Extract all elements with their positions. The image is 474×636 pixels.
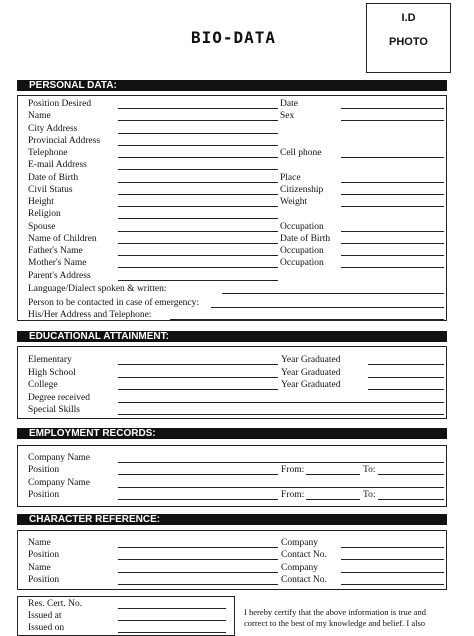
personal-label: Name — [28, 111, 51, 122]
personal-right-label: Sex — [280, 111, 295, 122]
input-line[interactable] — [118, 462, 444, 463]
personal-his_her-label: His/Her Address and Telephone: — [28, 310, 152, 320]
education-label: Elementary — [28, 355, 72, 365]
personal-language-label: Language/Dialect spoken & written: — [28, 284, 167, 294]
reference-right-label: Company — [281, 538, 318, 548]
personal-right-label: Occupation — [280, 258, 324, 269]
to-label: To: — [363, 465, 376, 476]
input-line[interactable] — [368, 377, 444, 378]
year-graduated-label: Year Graduated — [281, 355, 341, 365]
input-line[interactable] — [341, 194, 444, 195]
employment-label: Position — [28, 465, 60, 476]
input-line[interactable] — [341, 243, 444, 244]
personal-right-label: Date — [280, 99, 298, 109]
input-line[interactable] — [118, 108, 278, 109]
input-line[interactable] — [118, 280, 278, 281]
reference-right-label: Contact No. — [281, 574, 327, 585]
input-line[interactable] — [118, 377, 278, 378]
personal-right-label: Weight — [280, 197, 308, 207]
cert-label: Res. Cert. No. — [28, 599, 83, 609]
input-line[interactable] — [118, 243, 278, 244]
input-line[interactable] — [341, 547, 444, 548]
reference-right-label: Contact No. — [281, 550, 327, 561]
personal-label: Parent's Address — [28, 270, 91, 281]
input-line[interactable] — [378, 474, 444, 475]
input-line[interactable] — [118, 364, 278, 365]
input-line[interactable] — [341, 120, 444, 121]
input-line[interactable] — [341, 559, 444, 560]
input-line[interactable] — [341, 267, 444, 268]
id-photo-box[interactable] — [366, 3, 451, 73]
from-label: From: — [281, 489, 305, 500]
input-line[interactable] — [118, 182, 278, 183]
photo-label-line2: PHOTO — [389, 36, 428, 48]
input-line[interactable] — [341, 255, 444, 256]
personal-label: Height — [28, 197, 54, 207]
personal-label: E-mail Address — [28, 160, 87, 171]
personal-right-label: Occupation — [280, 221, 324, 232]
section-header-employment: EMPLOYMENT RECORDS: — [17, 428, 447, 439]
education-label: Degree received — [28, 392, 90, 403]
input-line[interactable] — [341, 182, 444, 183]
year-graduated-label: Year Graduated — [281, 380, 341, 390]
personal-label: Name of Children — [28, 233, 97, 244]
input-line[interactable] — [118, 120, 278, 121]
personal-label: Telephone — [28, 148, 68, 158]
input-line[interactable] — [118, 499, 278, 500]
input-line[interactable] — [118, 389, 278, 390]
year-graduated-label: Year Graduated — [281, 367, 341, 378]
input-line[interactable] — [118, 194, 278, 195]
input-line[interactable] — [118, 559, 278, 560]
employment-label: Company Name — [28, 453, 91, 463]
input-line[interactable] — [118, 402, 444, 403]
from-label: From: — [281, 465, 305, 476]
personal-right-label: Citizenship — [280, 184, 324, 195]
reference-label: Name — [28, 562, 51, 573]
input-line[interactable] — [306, 499, 360, 500]
input-line[interactable] — [118, 145, 278, 146]
education-label: High School — [28, 367, 76, 378]
input-line[interactable] — [211, 307, 444, 308]
input-line[interactable] — [118, 231, 278, 232]
input-line[interactable] — [118, 157, 278, 158]
input-line[interactable] — [118, 547, 278, 548]
education-label: College — [28, 380, 58, 390]
cert-label: Issued on — [28, 623, 65, 633]
personal-right-label: Date of Birth — [280, 233, 331, 244]
photo-label-line1: I.D — [401, 12, 416, 24]
section-header-personal: PERSONAL DATA: — [17, 80, 447, 91]
cert-label: Issued at — [28, 611, 62, 621]
input-line[interactable] — [118, 267, 278, 268]
personal-label: City Address — [28, 123, 78, 134]
to-label: To: — [363, 489, 376, 500]
personal-label: Provincial Address — [28, 135, 101, 146]
personal-emergency-label: Person to be contacted in case of emergency: — [28, 298, 200, 308]
section-header-reference: CHARACTER REFERENCE: — [17, 514, 447, 525]
employment-label: Company Name — [28, 477, 91, 488]
personal-label: Date of Birth — [28, 172, 79, 183]
input-line[interactable] — [222, 293, 444, 294]
input-line[interactable] — [118, 620, 226, 621]
certification-text: I hereby certify that the above information is true and correct to the best of my knowledge and belief. I also — [244, 607, 426, 628]
section-header-education: EDUCATIONAL ATTAINMENT: — [17, 331, 447, 342]
personal-label: Mother's Name — [28, 258, 87, 269]
reference-label: Name — [28, 538, 51, 548]
input-line[interactable] — [118, 133, 278, 134]
input-line[interactable] — [118, 414, 444, 415]
input-line[interactable] — [118, 206, 278, 207]
reference-right-label: Company — [281, 562, 318, 573]
personal-label: Position Desired — [28, 99, 92, 109]
input-line[interactable] — [118, 474, 278, 475]
input-line[interactable] — [378, 499, 444, 500]
reference-label: Position — [28, 550, 60, 561]
input-line[interactable] — [341, 572, 444, 573]
personal-label: Father's Name — [28, 246, 83, 256]
input-line[interactable] — [118, 169, 278, 170]
input-line[interactable] — [118, 572, 278, 573]
input-line[interactable] — [341, 584, 444, 585]
input-line[interactable] — [306, 474, 360, 475]
input-line[interactable] — [341, 231, 444, 232]
input-line[interactable] — [368, 389, 444, 390]
education-label: Special Skills — [28, 405, 80, 415]
input-line[interactable] — [341, 108, 444, 109]
input-line[interactable] — [118, 218, 278, 219]
input-line[interactable] — [118, 255, 278, 256]
page-title: BIO-DATA — [191, 28, 277, 47]
personal-right-label: Place — [280, 172, 301, 183]
employment-label: Position — [28, 489, 60, 500]
input-line[interactable] — [118, 584, 278, 585]
personal-label: Religion — [28, 209, 61, 220]
personal-right-label: Occupation — [280, 246, 324, 256]
personal-label: Spouse — [28, 221, 56, 232]
input-line[interactable] — [368, 364, 444, 365]
input-line[interactable] — [341, 157, 444, 158]
personal-label: Civil Status — [28, 184, 73, 195]
input-line[interactable] — [118, 632, 226, 633]
personal-right-label: Cell phone — [280, 148, 322, 158]
reference-label: Position — [28, 574, 60, 585]
input-line[interactable] — [341, 206, 444, 207]
input-line[interactable] — [170, 319, 444, 320]
input-line[interactable] — [118, 487, 444, 488]
input-line[interactable] — [118, 608, 226, 609]
section-box-education — [17, 346, 447, 419]
